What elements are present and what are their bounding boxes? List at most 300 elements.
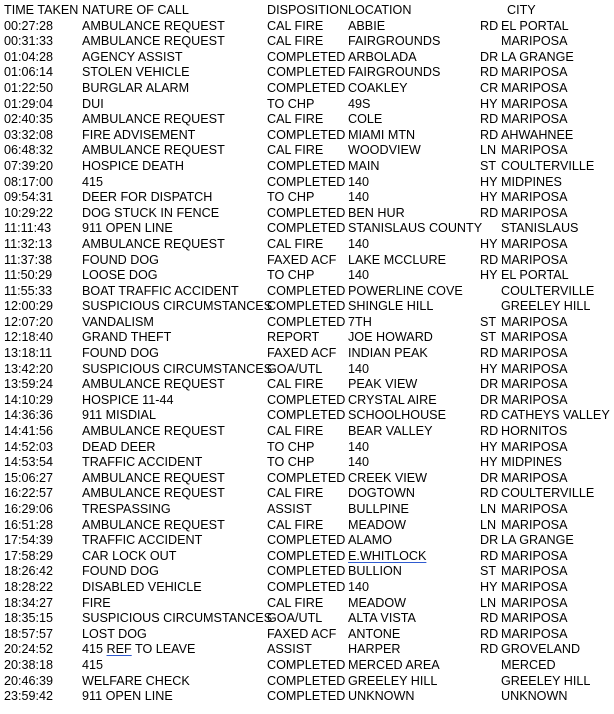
cell-city: MARIPOSA <box>501 80 568 95</box>
col-header-location: LOCATION <box>348 3 412 17</box>
cell-street-suffix: CR <box>480 80 499 95</box>
cell-nature-of-call: GRAND THEFT <box>82 330 172 345</box>
header-row <box>4 3 614 19</box>
cell-time-taken: 18:57:57 <box>4 626 54 641</box>
cell-street-suffix: RD <box>480 18 499 33</box>
cell-time-taken: 18:35:15 <box>4 611 54 626</box>
cell-street-suffix: RD <box>480 346 499 361</box>
table-row <box>4 533 614 549</box>
cell-disposition: COMPLETED <box>267 158 346 173</box>
cell-nature-of-call: STOLEN VEHICLE <box>82 65 190 80</box>
cell-nature-of-call: FOUND DOG <box>82 564 159 579</box>
cell-city: MARIPOSA <box>501 96 568 111</box>
cell-nature-of-call: CAR LOCK OUT <box>82 548 177 563</box>
table-row <box>4 689 614 705</box>
cell-time-taken: 11:32:13 <box>4 236 53 251</box>
cell-time-taken: 18:34:27 <box>4 595 54 610</box>
cell-disposition: FAXED ACF <box>267 346 337 361</box>
table-row <box>4 362 614 378</box>
cell-location: ALTA VISTA <box>348 611 416 626</box>
cell-street-suffix: DR <box>480 377 499 392</box>
cell-disposition: FAXED ACF <box>267 626 337 641</box>
cell-street-suffix: HY <box>480 96 498 111</box>
cell-city: CATHEYS VALLEY <box>501 408 610 423</box>
cell-location: POWERLINE COVE <box>348 283 463 298</box>
call-log-table <box>4 3 614 705</box>
cell-disposition: GOA/UTL <box>267 611 323 626</box>
cell-location: JOE HOWARD <box>348 330 433 345</box>
cell-street-suffix: RD <box>480 408 499 423</box>
table-row <box>4 627 614 643</box>
cell-time-taken: 16:22:57 <box>4 486 54 501</box>
cell-nature-of-call: 911 MISDIAL <box>82 408 156 423</box>
table-row <box>4 81 614 97</box>
cell-location: MEADOW <box>348 517 407 532</box>
cell-disposition: CAL FIRE <box>267 34 324 49</box>
table-row <box>4 159 614 175</box>
cell-disposition: COMPLETED <box>267 314 346 329</box>
cell-disposition: CAL FIRE <box>267 377 324 392</box>
cell-location: COLE <box>348 112 383 127</box>
cell-time-taken: 11:55:33 <box>4 283 53 298</box>
cell-street-suffix: HY <box>480 439 498 454</box>
cell-city: UNKNOWN <box>501 689 568 704</box>
cell-time-taken: 18:26:42 <box>4 564 54 579</box>
table-row <box>4 393 614 409</box>
table-row <box>4 315 614 331</box>
cell-city: MARIPOSA <box>501 330 568 345</box>
cell-disposition: TO CHP <box>267 268 315 283</box>
cell-time-taken: 16:51:28 <box>4 517 54 532</box>
cell-disposition: COMPLETED <box>267 127 346 142</box>
call-log-rows <box>4 19 614 705</box>
cell-disposition: COMPLETED <box>267 65 346 80</box>
table-row <box>4 34 614 50</box>
cell-street-suffix: LN <box>480 143 497 158</box>
cell-nature-of-call: FOUND DOG <box>82 346 159 361</box>
cell-nature-of-call: DEER FOR DISPATCH <box>82 190 213 205</box>
table-row <box>4 408 614 424</box>
cell-city: GREELEY HILL <box>501 299 591 314</box>
cell-city: MARIPOSA <box>501 314 568 329</box>
table-row <box>4 346 614 362</box>
cell-street-suffix: ST <box>480 564 497 579</box>
cell-disposition: GOA/UTL <box>267 361 323 376</box>
col-header-disposition: DISPOSITION <box>267 3 349 17</box>
cell-location: 140 <box>348 439 370 454</box>
cell-nature-of-call: HOSPICE 11-44 <box>82 392 174 407</box>
table-row <box>4 330 614 346</box>
table-row <box>4 564 614 580</box>
table-row <box>4 175 614 191</box>
cell-disposition: CAL FIRE <box>267 18 324 33</box>
cell-city: MARIPOSA <box>501 190 568 205</box>
cell-disposition: CAL FIRE <box>267 486 324 501</box>
cell-city: LA GRANGE <box>501 49 574 64</box>
cell-nature-of-call: LOST DOG <box>82 626 147 641</box>
cell-disposition: COMPLETED <box>267 408 346 423</box>
cell-street-suffix: ST <box>480 314 497 329</box>
table-row <box>4 471 614 487</box>
cell-nature-of-call: 911 OPEN LINE <box>82 689 173 704</box>
table-row <box>4 611 614 627</box>
cell-location: LAKE MCCLURE <box>348 252 446 267</box>
cell-time-taken: 11:37:38 <box>4 252 53 267</box>
cell-location: HARPER <box>348 642 401 657</box>
cell-location: MERCED AREA <box>348 657 440 672</box>
cell-time-taken: 15:06:27 <box>4 470 54 485</box>
cell-time-taken: 02:40:35 <box>4 112 54 127</box>
cell-time-taken: 20:46:39 <box>4 673 54 688</box>
cell-city: GREELEY HILL <box>501 673 591 688</box>
cell-disposition: CAL FIRE <box>267 143 324 158</box>
cell-city: MARIPOSA <box>501 252 568 267</box>
cell-disposition: CAL FIRE <box>267 236 324 251</box>
cell-street-suffix: HY <box>480 268 498 283</box>
cell-disposition: REPORT <box>267 330 320 345</box>
table-row <box>4 549 614 565</box>
table-row <box>4 221 614 237</box>
cell-street-suffix: LN <box>480 502 497 516</box>
cell-disposition: COMPLETED <box>267 49 346 64</box>
table-row <box>4 299 614 315</box>
cell-disposition: TO CHP <box>267 455 315 470</box>
table-row <box>4 128 614 144</box>
cell-time-taken: 07:39:20 <box>4 158 54 173</box>
cell-street-suffix: ST <box>480 330 497 345</box>
cell-time-taken: 14:10:29 <box>4 392 54 407</box>
cell-disposition: CAL FIRE <box>267 112 324 127</box>
cell-nature-of-call: AMBULANCE REQUEST <box>82 34 225 49</box>
cell-disposition: COMPLETED <box>267 657 346 672</box>
cell-location: 140 <box>348 455 370 470</box>
cell-street-suffix: HY <box>480 361 498 376</box>
cell-street-suffix: RD <box>480 548 499 563</box>
cell-time-taken: 13:42:20 <box>4 361 54 376</box>
cell-time-taken: 11:50:29 <box>4 268 53 283</box>
cell-time-taken: 03:32:08 <box>4 127 54 142</box>
cell-location: 140 <box>348 579 370 594</box>
cell-location: STANISLAUS COUNTY <box>348 221 483 236</box>
cell-location: SHINGLE HILL <box>348 299 434 314</box>
cell-disposition: COMPLETED <box>267 174 346 189</box>
cell-nature-of-call: 415 <box>82 657 104 672</box>
table-row <box>4 658 614 674</box>
cell-location: PEAK VIEW <box>348 377 418 392</box>
cell-nature-of-call: AGENCY ASSIST <box>82 49 183 64</box>
cell-time-taken: 20:38:18 <box>4 657 54 672</box>
cell-nature-of-call: WELFARE CHECK <box>82 673 190 688</box>
cell-nature-of-call: DOG STUCK IN FENCE <box>82 205 220 220</box>
table-row <box>4 268 614 284</box>
cell-location: ALAMO <box>348 533 393 548</box>
cell-street-suffix: ST <box>480 158 497 173</box>
cell-city: MARIPOSA <box>501 439 568 454</box>
cell-city: MARIPOSA <box>501 517 568 532</box>
table-row <box>4 674 614 690</box>
table-row <box>4 50 614 66</box>
cell-location: FAIRGROUNDS <box>348 34 441 49</box>
cell-city: EL PORTAL <box>501 268 569 283</box>
cell-time-taken: 10:29:22 <box>4 205 54 220</box>
cell-street-suffix: LN <box>480 595 497 610</box>
cell-city: MERCED <box>501 657 556 672</box>
cell-city: MARIPOSA <box>501 34 568 49</box>
cell-city: MARIPOSA <box>501 205 568 220</box>
cell-location: WOODVIEW <box>348 143 421 158</box>
cell-time-taken: 11:11:43 <box>4 221 52 236</box>
cell-location: CRYSTAL AIRE <box>348 392 437 407</box>
cell-street-suffix: RD <box>480 65 499 80</box>
cell-nature-of-call: AMBULANCE REQUEST <box>82 236 225 251</box>
cell-location: FAIRGROUNDS <box>348 65 441 80</box>
cell-time-taken: 01:22:50 <box>4 80 54 95</box>
cell-city: COULTERVILLE <box>501 486 595 501</box>
cell-city: MARIPOSA <box>501 112 568 127</box>
cell-nature-of-call: AMBULANCE REQUEST <box>82 377 225 392</box>
cell-disposition: CAL FIRE <box>267 517 324 532</box>
cell-time-taken: 14:41:56 <box>4 424 54 439</box>
table-row <box>4 424 614 440</box>
table-row <box>4 284 614 300</box>
cell-street-suffix: DR <box>480 533 499 548</box>
cell-location: CREEK VIEW <box>348 470 428 485</box>
cell-disposition: CAL FIRE <box>267 595 324 610</box>
table-row <box>4 580 614 596</box>
cell-time-taken: 17:58:29 <box>4 548 54 563</box>
cell-location: 7TH <box>348 314 372 329</box>
cell-street-suffix: DR <box>480 470 499 485</box>
cell-disposition: FAXED ACF <box>267 252 337 267</box>
table-row <box>4 253 614 269</box>
cell-time-taken: 01:06:14 <box>4 65 54 80</box>
cell-disposition: COMPLETED <box>267 470 346 485</box>
cell-time-taken: 13:59:24 <box>4 377 54 392</box>
cell-time-taken: 00:27:28 <box>4 18 54 33</box>
cell-city: MIDPINES <box>501 174 562 189</box>
cell-time-taken: 01:04:28 <box>4 49 54 64</box>
cell-time-taken: 16:29:06 <box>4 502 54 516</box>
table-row <box>4 237 614 253</box>
cell-street-suffix: HY <box>480 174 498 189</box>
cell-nature-of-call: SUSPICIOUS CIRCUMSTANCES <box>82 611 273 626</box>
cell-street-suffix: RD <box>480 205 499 220</box>
cell-city: MARIPOSA <box>501 611 568 626</box>
cell-street-suffix: RD <box>480 112 499 127</box>
cell-city: EL PORTAL <box>501 18 569 33</box>
cell-nature-of-call: AMBULANCE REQUEST <box>82 424 225 439</box>
cell-nature-of-call: AMBULANCE REQUEST <box>82 112 225 127</box>
cell-city: MARIPOSA <box>501 564 568 579</box>
cell-nature-of-call: AMBULANCE REQUEST <box>82 486 225 501</box>
table-row <box>4 143 614 159</box>
cell-location: BEAR VALLEY <box>348 424 433 439</box>
cell-disposition: COMPLETED <box>267 80 346 95</box>
cell-location: ANTONE <box>348 626 401 641</box>
cell-city: MARIPOSA <box>501 143 568 158</box>
cell-location: MEADOW <box>348 595 407 610</box>
cell-nature-of-call: AMBULANCE REQUEST <box>82 470 225 485</box>
cell-street-suffix: RD <box>480 424 499 439</box>
cell-time-taken: 12:18:40 <box>4 330 54 345</box>
table-row <box>4 65 614 81</box>
cell-city: COULTERVILLE <box>501 283 595 298</box>
cell-street-suffix: DR <box>480 392 499 407</box>
cell-street-suffix: RD <box>480 642 499 657</box>
cell-city: MARIPOSA <box>501 470 568 485</box>
cell-time-taken: 00:31:33 <box>4 34 54 49</box>
cell-city: LA GRANGE <box>501 533 574 548</box>
cell-time-taken: 12:00:29 <box>4 299 54 314</box>
table-row <box>4 486 614 502</box>
cell-location: DOGTOWN <box>348 486 415 501</box>
cell-street-suffix: HY <box>480 236 498 251</box>
cell-location: INDIAN PEAK <box>348 346 428 361</box>
cell-time-taken: 14:36:36 <box>4 408 54 423</box>
cell-nature-of-call: 415 REF TO LEAVE <box>82 642 196 657</box>
cell-nature-of-call: FIRE ADVISEMENT <box>82 127 196 142</box>
cell-location: E.WHITLOCK <box>348 548 427 563</box>
table-row <box>4 19 614 35</box>
cell-location: 140 <box>348 268 370 283</box>
col-header-time-taken: TIME TAKEN <box>4 3 79 17</box>
cell-nature-of-call: SUSPICIOUS CIRCUMSTANCES <box>82 299 273 314</box>
cell-street-suffix: RD <box>480 626 499 641</box>
cell-nature-of-call: BURGLAR ALARM <box>82 80 190 95</box>
table-row <box>4 377 614 393</box>
cell-city: MARIPOSA <box>501 377 568 392</box>
cell-street-suffix: RD <box>480 127 499 142</box>
cell-nature-of-call: AMBULANCE REQUEST <box>82 18 225 33</box>
cell-nature-of-call: TRAFFIC ACCIDENT <box>82 455 203 470</box>
table-row <box>4 206 614 222</box>
cell-disposition: COMPLETED <box>267 533 346 548</box>
cell-location: BEN HUR <box>348 205 405 220</box>
cell-time-taken: 18:28:22 <box>4 579 54 594</box>
cell-nature-of-call: AMBULANCE REQUEST <box>82 143 225 158</box>
cell-street-suffix: RD <box>480 611 499 626</box>
cell-location: 140 <box>348 361 370 376</box>
cell-nature-of-call: DUI <box>82 96 104 111</box>
cell-disposition: TO CHP <box>267 190 315 205</box>
cell-disposition: COMPLETED <box>267 548 346 563</box>
cell-time-taken: 08:17:00 <box>4 174 54 189</box>
table-row <box>4 596 614 612</box>
cell-city: MARIPOSA <box>501 65 568 80</box>
cell-city: MARIPOSA <box>501 361 568 376</box>
cell-nature-of-call: TRESPASSING <box>82 502 171 516</box>
cell-city: MARIPOSA <box>501 502 568 516</box>
table-row <box>4 440 614 456</box>
cell-location: 49S <box>348 96 371 111</box>
cell-city: COULTERVILLE <box>501 158 595 173</box>
cell-street-suffix: HY <box>480 455 498 470</box>
cell-street-suffix: HY <box>480 190 498 205</box>
cell-time-taken: 14:52:03 <box>4 439 54 454</box>
cell-disposition: COMPLETED <box>267 392 346 407</box>
cell-disposition: COMPLETED <box>267 689 346 704</box>
cell-nature-of-call: SUSPICIOUS CIRCUMSTANCES <box>82 361 273 376</box>
cell-location: UNKNOWN <box>348 689 415 704</box>
table-row <box>4 518 614 534</box>
cell-time-taken: 13:18:11 <box>4 346 53 361</box>
cell-disposition: COMPLETED <box>267 283 346 298</box>
cell-nature-of-call: DISABLED VEHICLE <box>82 579 202 594</box>
cell-location: 140 <box>348 236 370 251</box>
table-row <box>4 190 614 206</box>
cell-disposition: CAL FIRE <box>267 424 324 439</box>
cell-nature-of-call: 911 OPEN LINE <box>82 221 173 236</box>
cell-city: MARIPOSA <box>501 579 568 594</box>
col-header-nature-of-call: NATURE OF CALL <box>82 3 189 17</box>
cell-disposition: ASSIST <box>267 502 312 516</box>
cell-disposition: COMPLETED <box>267 673 346 688</box>
cell-disposition: COMPLETED <box>267 221 346 236</box>
cell-street-suffix: RD <box>480 252 499 267</box>
cell-location: BULLION <box>348 564 402 579</box>
cell-nature-of-call: FIRE <box>82 595 111 610</box>
table-row <box>4 97 614 113</box>
cell-nature-of-call: 415 <box>82 174 104 189</box>
cell-disposition: TO CHP <box>267 96 315 111</box>
cell-location: COAKLEY <box>348 80 408 95</box>
cell-nature-of-call: HOSPICE DEATH <box>82 158 184 173</box>
cell-city: AHWAHNEE <box>501 127 574 142</box>
cell-city: MARIPOSA <box>501 236 568 251</box>
cell-city: HORNITOS <box>501 424 568 439</box>
cell-time-taken: 14:53:54 <box>4 455 54 470</box>
cell-disposition: TO CHP <box>267 439 315 454</box>
cell-disposition: COMPLETED <box>267 564 346 579</box>
cell-street-suffix: LN <box>480 517 497 532</box>
cell-location: 140 <box>348 174 370 189</box>
cell-nature-of-call: TRAFFIC ACCIDENT <box>82 533 203 548</box>
cell-location: SCHOOLHOUSE <box>348 408 446 423</box>
cell-time-taken: 12:07:20 <box>4 314 54 329</box>
cell-nature-of-call: LOOSE DOG <box>82 268 158 283</box>
cell-city: MARIPOSA <box>501 392 568 407</box>
cell-city: MARIPOSA <box>501 548 568 563</box>
cell-location: ABBIE <box>348 18 386 33</box>
cell-city: GROVELAND <box>501 642 581 657</box>
cell-nature-of-call: AMBULANCE REQUEST <box>82 517 225 532</box>
col-header-city: CITY <box>507 3 536 17</box>
cell-nature-of-call: DEAD DEER <box>82 439 156 454</box>
cell-location: ARBOLADA <box>348 49 417 64</box>
cell-disposition: COMPLETED <box>267 299 346 314</box>
cell-city: MARIPOSA <box>501 595 568 610</box>
cell-time-taken: 20:24:52 <box>4 642 54 657</box>
cell-nature-of-call: BOAT TRAFFIC ACCIDENT <box>82 283 239 298</box>
cell-location: MAIN <box>348 158 380 173</box>
cell-nature-of-call: VANDALISM <box>82 314 154 329</box>
cell-location: 140 <box>348 190 370 205</box>
cell-time-taken: 09:54:31 <box>4 190 54 205</box>
cell-street-suffix: HY <box>480 579 498 594</box>
cell-nature-of-call: FOUND DOG <box>82 252 159 267</box>
cell-city: MARIPOSA <box>501 346 568 361</box>
cell-city: STANISLAUS <box>501 221 579 236</box>
cell-location: MIAMI MTN <box>348 127 416 142</box>
table-row <box>4 642 614 658</box>
cell-time-taken: 17:54:39 <box>4 533 54 548</box>
cell-time-taken: 01:29:04 <box>4 96 54 111</box>
cell-street-suffix: DR <box>480 49 499 64</box>
cell-city: MARIPOSA <box>501 626 568 641</box>
cell-disposition: COMPLETED <box>267 579 346 594</box>
cell-time-taken: 06:48:32 <box>4 143 54 158</box>
cell-location: GREELEY HILL <box>348 673 438 688</box>
